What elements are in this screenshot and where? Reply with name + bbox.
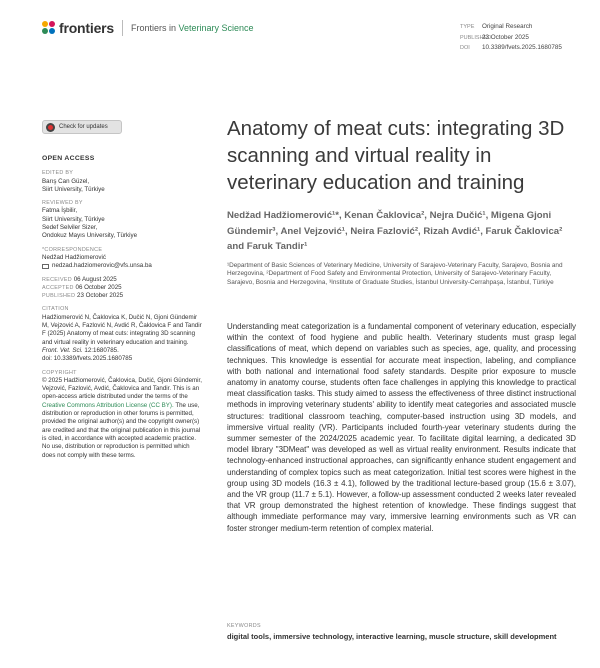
crossmark-icon [46,123,55,132]
check-updates-label: Check for updates [59,124,108,130]
copyright-text [42,377,202,460]
abstract: Understanding meat categorization is a fundamental component of veterinary education, especially within the context of food hygiene and public health. Veterinary students must grasp legal classifications of meat, which depend on variables such as species, age, quality, and processing techniques. This knowledge is essential for accurate meat inspection, labeling, and compliance with both national and international food safety standards. Despite prior exposure to muscle anatomy in anatomy course, students often face challenges in applying this knowledge to practical meat classification tasks. This study aimed to assess the effectiveness of three distinct instructional methods in improving veterinary students' ability to identify meat categories and associated muscle structures: traditional classroom teaching, computer-based instruction using 3D models, and immersive virtual reality (VR). Participants included fourth-year veterinary students during the summer semester of the 2024/2025 academic year. To facilitate digital learning, a dedicated 3D model library "3DMeat" was developed as well as virtual reality environment. Results indicate that technology-enhanced instructional approaches, can significantly enhance student engagement and understanding of complex topics such as meat categorization. Initial test scores were highest in the group using 3D models (16.3 ± 4.1), followed by the traditional lecture-based group (15.6 ± 3.07), and the VR group (11.7 ± 5.1). However, a follow-up assessment conducted 2 weeks later revealed that VR group demonstrated the highest retention of knowledge. These findings suggest that although immediate performance may vary, immersive learning environments such as VR can foster stronger medium-term retention of complex material. [227,322,576,533]
type-label: TYPE [460,24,475,30]
reviewer-name: Sedef Selviler Sizer, [42,224,98,232]
journal-name[interactable] [131,23,254,33]
open-access-label: OPEN ACCESS [42,155,95,162]
editor-affiliation: Siirt University, Türkiye [42,185,105,193]
affiliations: ¹Department of Basic Sciences of Veterinary Medicine, University of Sarajevo-Veterinary Faculty, Sarajevo, Bosnia and Herzegovina, ²Department of Food Safety and Environmental Protection, University of Sarajevo-Veterinary Faculty, Sarajevo, Bosnia and Herzegovina, ³Institute of Graduate Studies, İstanbul University-Cerrahpaşa, İstanbul, Türkiye [227,262,563,286]
check-updates-button[interactable] [42,120,122,134]
correspondence-email-row[interactable] [42,262,202,270]
copyright-body: © 2025 Hadžiomerović, Čaklovica, Dučić, Gjoni Gündemir, Vejzović, Fazlović, Avdić, Čaklovica and Tandir. This is an open-access article distributed under the terms of the [42,376,202,401]
published-label: PUBLISHED [42,293,76,300]
journal-field: Veterinary Science [178,23,254,33]
brand-name: frontiers [59,20,114,36]
editor-name: Barış Can Güzel, [42,177,90,185]
copyright-label: COPYRIGHT [42,369,77,376]
citation-ref: 12:1680785. [82,346,119,354]
copyright-terms: The use, distribution or reproduction in other forums is permitted, provided the original author(s) and the copyright owner(s) are credited and that the original publication in this journal is cited, in accordance with accepted academic practice. No use, distribution or reproduction is permitted which does not comply with these terms. [42,401,201,459]
citation-text [42,314,202,364]
citation-doi[interactable]: doi: 10.3389/fvets.2025.1680785 [42,355,133,363]
author-list: Nedžad Hadžiomerović¹*, Kenan Čaklovica², Nejra Dučić¹, Migena Gjoni Gündemir³, Anel Vejzović¹, Neira Fazlović², Rizah Avdić¹, Faruk Čaklovica² and Faruk Tandir¹ [227,210,563,252]
journal-prefix: Frontiers in [131,23,179,33]
citation-journal: Front. Vet. Sci. [42,346,83,354]
cc-license-link[interactable]: Creative Commons Attribution License (CC BY). [42,401,174,409]
correspondence-email[interactable]: nedzad.hadziomerovic@vfs.unsa.ba [52,262,152,270]
email-icon [42,264,49,269]
keywords: digital tools, immersive technology, interactive learning, muscle structure, skill development [227,632,557,641]
reviewer-affiliation: Ondokuz Mayıs University, Türkiye [42,232,138,240]
reviewer-affiliation: Siirt University, Türkiye [42,215,105,223]
doi-value[interactable]: 10.3389/fvets.2025.1680785 [482,44,562,51]
doi-label: DOI [460,45,470,51]
citation-body: Hadžiomerović N, Čaklovica K, Dučić N, Gjoni Gündemir M, Vejzović A, Fazlović N, Avdić R, Čaklovica F and Tandir F (2025) Anatomy of meat cuts: integrating 3D scanning and virtual reality in veterinary education and training. [42,313,202,346]
published-date: 23 October 2025 [77,292,124,300]
article-title: Anatomy of meat cuts: integrating 3D scanning and virtual reality in veterinary education and training [227,117,565,194]
accepted-row [42,284,202,292]
received-date: 06 August 2025 [73,275,117,283]
reviewed-by-label: REVIEWED BY [42,200,83,207]
edited-by-label: EDITED BY [42,170,74,177]
article-meta [460,22,562,54]
accepted-date: 06 October 2025 [75,283,122,291]
keywords-label: KEYWORDS [227,623,261,629]
sidebar [42,155,202,460]
published-value: 23 October 2025 [482,33,529,41]
correspondence-name: Nedžad Hadžiomerović [42,253,106,261]
citation-label: CITATION [42,306,69,313]
journal-header [42,20,254,36]
frontiers-logo-icon [42,21,56,35]
published-row [42,292,202,300]
received-label: RECEIVED [42,276,72,283]
received-row [42,276,202,284]
header-divider [122,20,123,36]
published-label: PUBLISHED [460,34,492,41]
reviewer-name: Fatma İşbilir, [42,207,78,215]
correspondence-label: *CORRESPONDENCE [42,246,103,253]
accepted-label: ACCEPTED [42,284,74,291]
type-value: Original Research [482,23,533,30]
